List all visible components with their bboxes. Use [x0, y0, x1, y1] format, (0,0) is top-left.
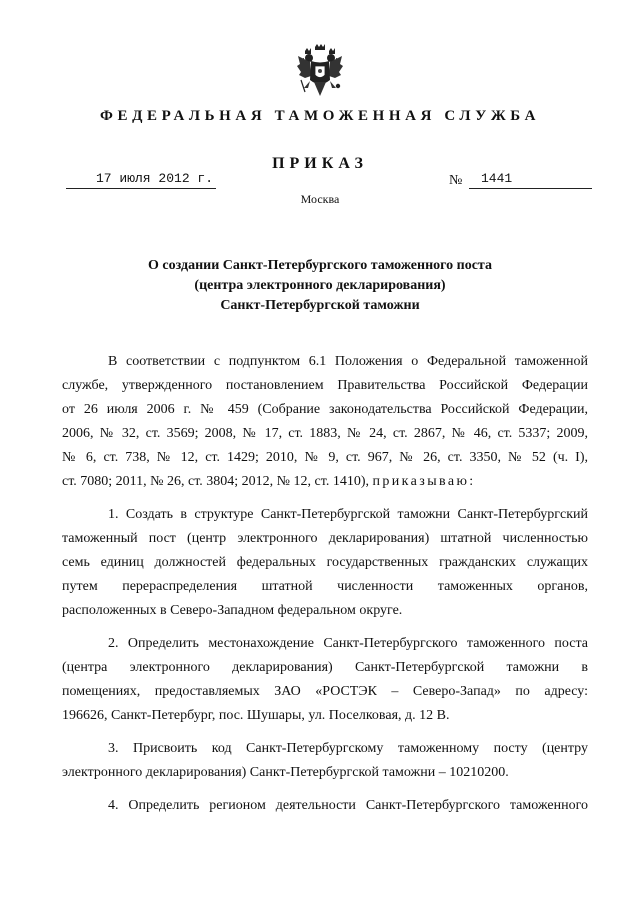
item-paragraph — [62, 737, 588, 785]
item-paragraph — [62, 794, 588, 818]
issue-city: Москва — [300, 192, 340, 206]
item-paragraph — [62, 503, 588, 623]
document-type-title: ПРИКАЗ — [272, 155, 368, 172]
text-line: 2006, № 32, ст. 3569; 2008, № 17, ст. 1883, № 24, ст. 2867, № 46, ст. 5337; 2009, — [62, 426, 588, 441]
text-line: 196626, Санкт-Петербург, пос. Шушары, ул. Поселковая, д. 12 В. — [62, 708, 450, 723]
text-line: 2. Определить местонахождение Санкт-Петербургского таможенного поста — [108, 636, 588, 651]
text-line: 1. Создать в структуре Санкт-Петербургской таможни Санкт-Петербургский — [108, 507, 588, 522]
text-line: семь единиц должностей федеральных государственных гражданских служащих — [62, 555, 588, 570]
subject-line: Санкт-Петербургской таможни — [220, 298, 420, 313]
coat-of-arms-emblem-icon — [296, 44, 344, 100]
document-body — [62, 350, 588, 827]
text-line — [62, 470, 588, 494]
order-subject — [80, 256, 560, 316]
order-verb: приказываю: — [372, 474, 476, 489]
subject-line: О создании Санкт-Петербургского таможенного поста — [148, 258, 492, 273]
text-line: электронного декларирования) Санкт-Петербургской таможни – 10210200. — [62, 765, 509, 780]
text-line: таможенный пост (центр электронного декларирования) штатной численностью — [62, 531, 588, 546]
text-line: В соответствии с подпунктом 6.1 Положения о Федеральной таможенной — [108, 354, 588, 369]
order-number: 1441 — [469, 172, 592, 189]
text-segment: ст. 7080; 2011, № 26, ст. 3804; 2012, № 12, ст. 1410), — [62, 474, 369, 489]
text-line: № 6, ст. 738, № 12, ст. 1429; 2010, № 9, ст. 967, № 26, ст. 3350, № 52 (ч. I), — [62, 450, 588, 465]
subject-line: (центра электронного декларирования) — [194, 278, 446, 293]
text-line: службе, утвержденного постановлением Правительства Российской Федерации — [62, 378, 588, 393]
agency-name: ФЕДЕРАЛЬНАЯ ТАМОЖЕННАЯ СЛУЖБА — [99, 108, 541, 124]
text-line: 4. Определить регионом деятельности Санкт-Петербургского таможенного — [108, 798, 588, 813]
text-line: от 26 июля 2006 г. № 459 (Собрание законодательства Российской Федерации, — [62, 402, 588, 417]
item-paragraph — [62, 632, 588, 728]
preamble-paragraph — [62, 350, 588, 494]
text-line: 3. Присвоить код Санкт-Петербургскому таможенному посту (центру — [108, 741, 588, 756]
order-number-label: № — [449, 173, 463, 188]
order-date: 17 июля 2012 г. — [66, 172, 216, 189]
text-line: расположенных в Северо-Западном федеральном округе. — [62, 603, 403, 618]
text-line: (центра электронного декларирования) Санкт-Петербургской таможни в — [62, 660, 588, 675]
text-line: путем перераспределения штатной численности таможенных органов, — [62, 579, 588, 594]
text-line: помещениях, предоставляемых ЗАО «РОСТЭК – Северо-Запад» по адресу: — [62, 684, 588, 699]
